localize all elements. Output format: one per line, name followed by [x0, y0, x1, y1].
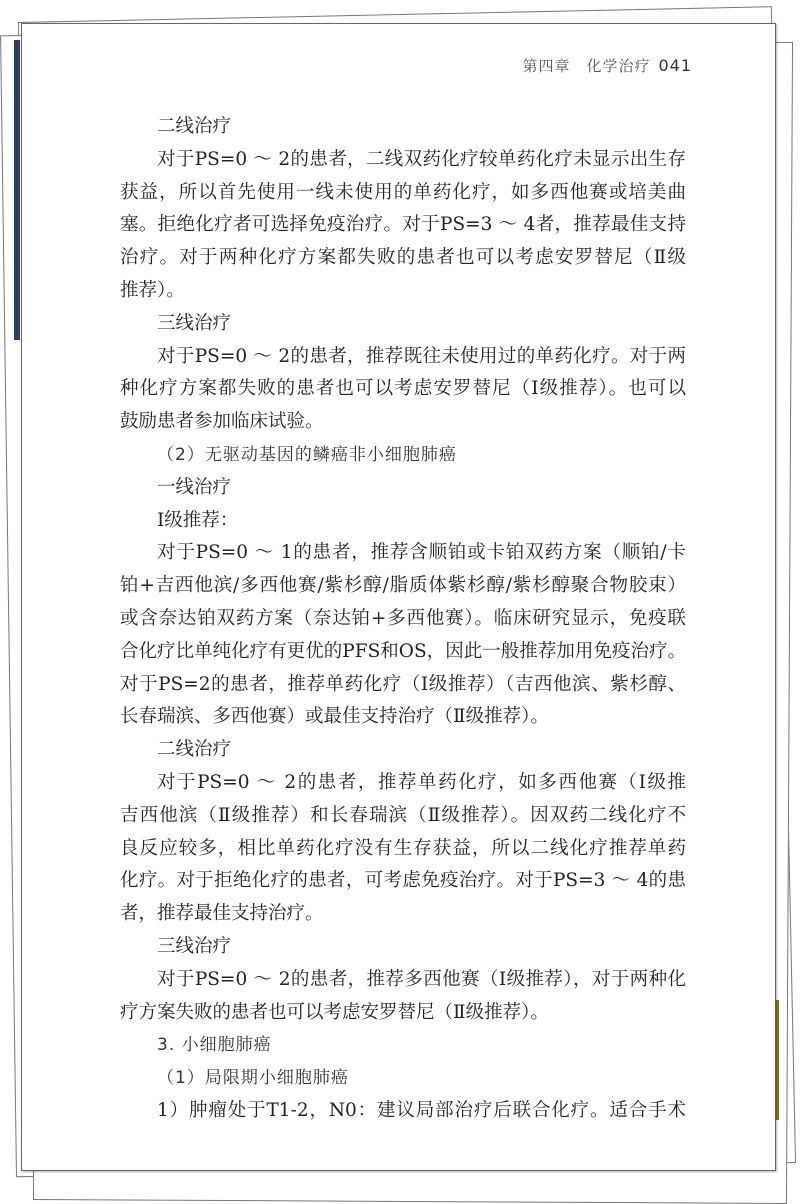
text-line: 对于PS=2的患者，推荐单药化疗（Ⅰ级推荐）（吉西他滨、紫杉醇、: [120, 673, 686, 695]
chapter-title: 第四章 化学治疗: [522, 57, 651, 75]
text-line: 一线治疗: [157, 476, 232, 498]
page-number: 041: [658, 56, 692, 75]
running-header: [522, 55, 692, 76]
text-line: 对于PS=0 ～ 2的患者，推荐单药化疗，如多西他赛（Ⅰ级推: [157, 771, 686, 793]
text-line: 或含奈达铂双药方案（奈达铂+多西他赛）。临床研究显示，免疫联: [120, 607, 686, 629]
text-line: 长春瑞滨、多西他赛）或最佳支持治疗（Ⅱ级推荐）。: [120, 706, 549, 728]
text-line: 推荐）。: [120, 279, 185, 301]
book-cover-edge: [14, 40, 20, 340]
text-line: 三线治疗: [157, 312, 232, 334]
text-line: 合化疗比单纯化疗有更优的PFS和OS，因此一般推荐加用免疫治疗。: [120, 640, 686, 662]
text-line: 获益，所以首先使用一线未使用的单药化疗，如多西他赛或培美曲: [120, 181, 686, 203]
text-line: 对于PS=0 ～ 2的患者，二线双药化疗较单药化疗未显示出生存: [157, 148, 686, 170]
text-line: 二线治疗: [157, 739, 232, 761]
text-line: （1）局限期小细胞肺癌: [157, 1068, 349, 1089]
text-line: 3. 小细胞肺癌: [157, 1035, 272, 1056]
text-line: 吉西他滨（Ⅱ级推荐）和长春瑞滨（Ⅱ级推荐）。因双药二线化疗不: [120, 804, 686, 826]
text-line: 鼓励患者参加临床试验。: [120, 411, 324, 433]
text-line: 对于PS=0 ～ 2的患者，推荐既往未使用过的单药化疗。对于两: [157, 345, 686, 367]
text-line: 对于PS=0 ～ 2的患者，推荐多西他赛（Ⅰ级推荐），对于两种化: [157, 968, 686, 990]
text-line: 化疗。对于拒绝化疗的患者，可考虑免疫治疗。对于PS=3 ～ 4的患: [120, 870, 686, 892]
text-line: 种化疗方案都失败的患者也可以考虑安罗替尼（Ⅰ级推荐）。也可以: [120, 378, 686, 400]
text-line: Ⅰ级推荐：: [157, 509, 239, 531]
text-line: 良反应较多，相比单药化疗没有生存获益，所以二线化疗推荐单药: [120, 837, 686, 859]
text-line: 治疗。对于两种化疗方案都失败的患者也可以考虑安罗替尼（Ⅱ级: [120, 247, 686, 269]
text-line: 对于PS=0 ～ 1的患者，推荐含顺铂或卡铂双药方案（顺铂/卡: [157, 542, 686, 564]
text-line: 二线治疗: [157, 116, 232, 137]
text-line: 铂+吉西他滨/多西他赛/紫杉醇/脂质体紫杉醇/紫杉醇聚合物胶束）: [120, 575, 686, 597]
text-line: 三线治疗: [157, 935, 232, 957]
text-line: （2）无驱动基因的鳞癌非小细胞肺癌: [157, 444, 457, 465]
page-body: [120, 111, 686, 1128]
text-line: 1）肿瘤处于T1-2，N0：建议局部治疗后联合化疗。适合手术: [157, 1099, 686, 1121]
text-line: 者，推荐最佳支持治疗。: [120, 903, 324, 925]
text-line: 疗方案失败的患者也可以考虑安罗替尼（Ⅱ级推荐）。: [120, 1001, 549, 1023]
text-line: 塞。拒绝化疗者可选择免疫治疗。对于PS=3 ～ 4者，推荐最佳支持: [120, 214, 686, 236]
